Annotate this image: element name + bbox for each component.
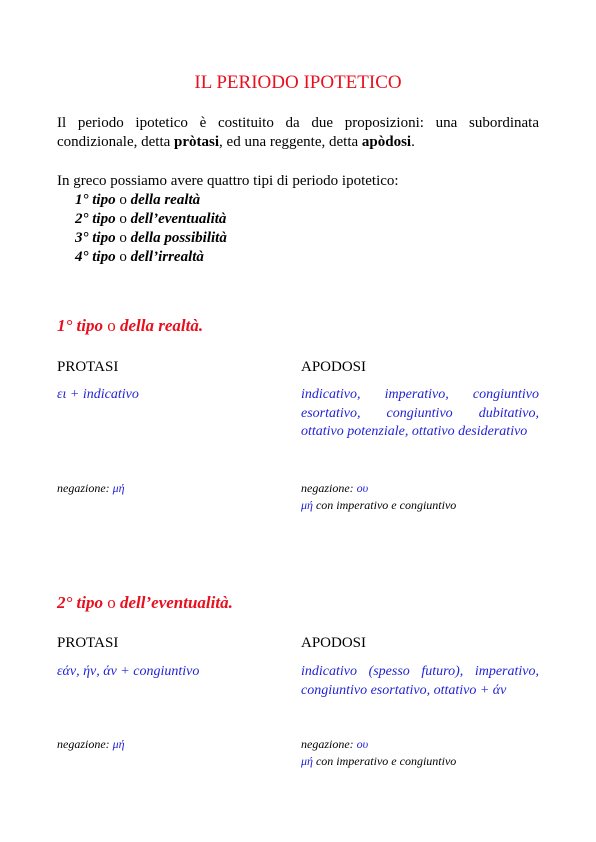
negation-label: negazione:	[57, 481, 113, 495]
section-2-protasi-negation	[57, 736, 125, 753]
types-lead: In greco possiamo avere quattro tipi di periodo ipotetico:	[57, 173, 399, 189]
type-number: 4° tipo	[75, 249, 116, 265]
negation-label: negazione:	[301, 481, 357, 495]
negation-label: negazione:	[57, 737, 113, 751]
types-list-item	[75, 191, 227, 210]
negation-note: con imperativo e congiuntivo	[312, 498, 457, 512]
negation-greek: μή	[112, 481, 125, 495]
type-number: 1° tipo	[75, 192, 116, 208]
type-connector: o	[115, 249, 131, 265]
type-connector: o	[115, 230, 131, 246]
section-1-apodosi-content: indicativo, imperativo, congiuntivo esortativo, congiuntivo dubitativo, ottativo potenziale, ottativo desiderativo	[301, 387, 539, 439]
types-list	[75, 191, 227, 267]
section-2-protasi-content: εάν, ήν, άν + congiuntivo	[57, 664, 200, 679]
page-title: IL PERIODO IPOTETICO	[194, 72, 402, 93]
negation-greek-2: μή	[301, 754, 313, 768]
type-number: 2° tipo	[75, 211, 116, 227]
section-2-apodosi-header: APODOSI	[301, 635, 367, 651]
type-name: della realtà	[130, 192, 201, 208]
section-2-protasi-header: PROTASI	[57, 635, 119, 651]
section-2-apodosi-content: indicativo (spesso futuro), imperativo, congiuntivo esortativo, ottativo + άν	[301, 664, 539, 698]
section-1-protasi-negation	[57, 480, 125, 497]
section-1-protasi-header: PROTASI	[57, 359, 119, 375]
types-list-item	[75, 229, 227, 248]
intro-paragraph	[57, 114, 539, 152]
section-1-apodosi-header: APODOSI	[301, 359, 367, 375]
intro-text-1: Il periodo ipotetico è costituito da due proposizioni: una subordinata condizionale, detta	[57, 115, 539, 150]
negation-greek: ου	[356, 481, 369, 495]
type-connector: o	[115, 211, 131, 227]
section-number: 1° tipo	[57, 316, 103, 335]
types-list-item	[75, 248, 227, 267]
section-2-title	[57, 593, 233, 613]
types-list-item	[75, 210, 227, 229]
section-number: 2° tipo	[57, 593, 103, 612]
section-1-protasi-content: ει + indicativo	[57, 387, 139, 402]
section-name: dell’eventualità.	[120, 593, 233, 612]
negation-greek-2: μή	[301, 498, 313, 512]
type-name: dell’eventualità	[130, 211, 227, 227]
section-1-apodosi-negation	[301, 480, 456, 514]
section-2-apodosi-negation	[301, 736, 456, 770]
type-number: 3° tipo	[75, 230, 116, 246]
section-name: della realtà.	[120, 316, 204, 335]
section-1-title	[57, 316, 203, 336]
negation-label: negazione:	[301, 737, 357, 751]
type-connector: o	[115, 192, 131, 208]
intro-text-2: , ed una reggente, detta	[219, 134, 362, 150]
intro-text-3: .	[411, 134, 415, 150]
section-connector: o	[103, 316, 120, 335]
intro-protasi-term: pròtasi	[174, 134, 220, 150]
section-connector: o	[103, 593, 120, 612]
type-name: della possibilità	[130, 230, 227, 246]
negation-greek: μή	[112, 737, 125, 751]
negation-note: con imperativo e congiuntivo	[312, 754, 457, 768]
type-name: dell’irrealtà	[130, 249, 204, 265]
intro-apodosi-term: apòdosi	[361, 134, 412, 150]
negation-greek: ου	[356, 737, 369, 751]
